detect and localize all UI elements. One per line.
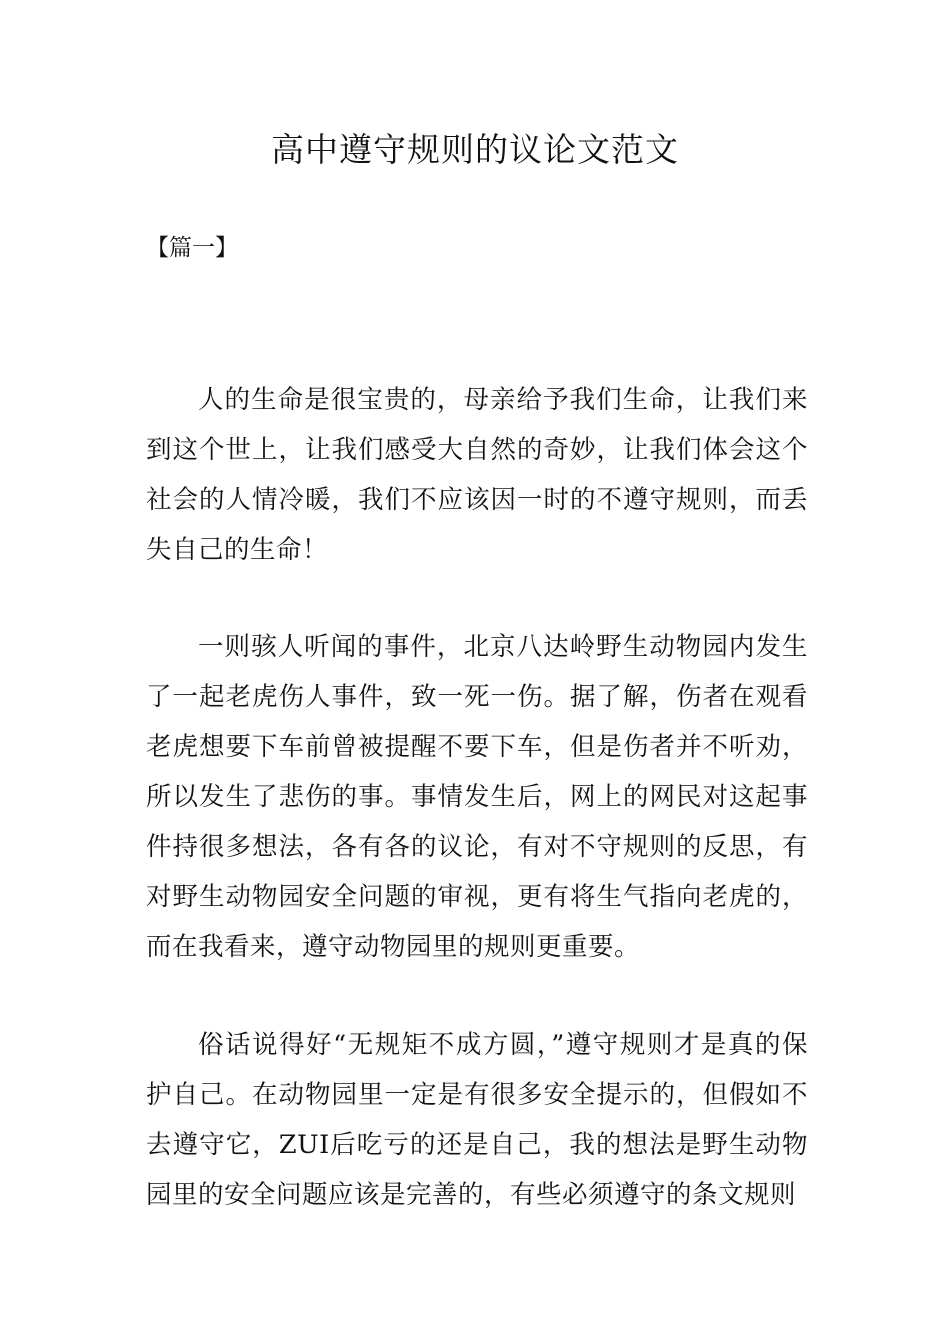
section-label: 【篇一】 [146, 235, 238, 261]
document-title: 高中遵守规则的议论文范文 [271, 130, 679, 169]
paragraph-2: 一则骇人听闻的事件，北京八达岭野生动物园内发生了一起老虎伤人事件，致一死一伤。据了解，伤者在观看老虎想要下车前曾被提醒不要下车，但是伤者并不听劝，所以发生了悲伤的事。事情发生后，网上的网民对这起事件持很多想法，各有各的议论，有对不守规则的反思，有对野生动物园安全问题的审视，更有将生气指向老虎的，而在我看来，遵守动物园里的规则更重要。 [146, 632, 808, 962]
paragraph-3: 俗话说得好“无规矩不成方圆，”遵守规则才是真的保护自己。在动物园里一定是有很多安全提示的，但假如不去遵守它，ZUI后吃亏的还是自己，我的想法是野生动物园里的安全问题应该是完善的，有些必须遵守的条文规则 [146, 1030, 808, 1210]
paragraph-1: 人的生命是很宝贵的，母亲给予我们生命，让我们来到这个世上，让我们感受大自然的奇妙，让我们体会这个社会的人情冷暖，我们不应该因一时的不遵守规则，而丢失自己的生命！ [146, 385, 808, 565]
